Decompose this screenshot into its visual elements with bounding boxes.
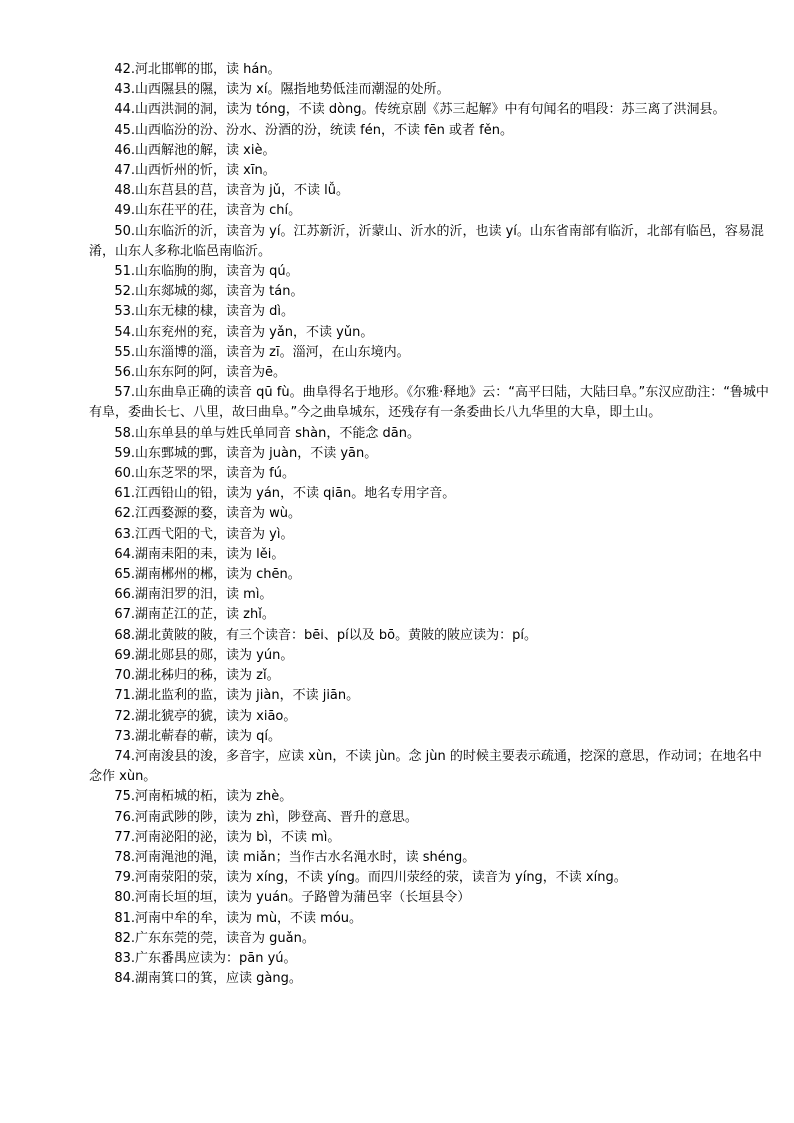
list-item: 58.山东单县的单与姓氏单同音 shàn，不能念 dān。 xyxy=(114,425,420,441)
list-item: 62.江西婺源的婺，读音为 wù。 xyxy=(114,506,302,522)
list-item: 75.河南柘城的柘，读为 zhè。 xyxy=(114,789,293,805)
list-item: 71.湖北监利的监，读为 jiàn，不读 jiān。 xyxy=(114,688,360,704)
list-item: 78.河南渑池的渑，读 miǎn；当作古水名渑水时，读 shéng。 xyxy=(114,849,476,865)
list-item: 59.山东鄄城的鄄，读音为 juàn，不读 yān。 xyxy=(114,445,378,461)
list-item: 50.山东临沂的沂，读音为 yí。江苏新沂，沂蒙山、沂水的沂，也读 yí。山东省南部有临沂，北部有临邑，容易混淆，山东人多称北临邑南临沂。 xyxy=(89,223,764,259)
list-item: 52.山东郯城的郯，读音为 tán。 xyxy=(114,284,304,300)
list-item: 54.山东兖州的兖，读音为 yǎn，不读 yǔn。 xyxy=(114,324,374,340)
list-item: 44.山西洪洞的洞，读为 tóng，不读 dòng。传统京剧《苏三起解》中有句闻名的唱段：苏三离了洪洞县。 xyxy=(114,102,726,118)
list-item: 74.河南浚县的浚，多音字，应读 xùn，不读 jùn。念 jùn 的时候主要表示疏通，挖深的意思，作动词；在地名中念作 xùn。 xyxy=(89,748,762,785)
list-item: 63.江西弋阳的弋，读音为 yì。 xyxy=(114,526,294,542)
list-item: 55.山东淄博的淄，读音为 zī。淄河，在山东境内。 xyxy=(114,344,410,360)
list-item: 72.湖北猇亭的猇，读为 xiāo。 xyxy=(114,708,297,724)
list-item: 56.山东东阿的阿，读音为ē。 xyxy=(114,365,287,381)
list-item: 67.湖南芷江的芷，读 zhǐ。 xyxy=(114,607,275,623)
list-item: 57.山东曲阜正确的读音 qū fù。曲阜得名于地形。《尔雅·释地》云：“高平曰陆，大陆曰阜。”东汉应劭注：“鲁城中有阜，委曲长七、八里，故曰曲阜。”今之曲阜城东，还残存有一条委曲长八九华里的大阜，即土山。 xyxy=(89,385,769,421)
list-item: 49.山东茌平的茌，读音为 chí。 xyxy=(114,203,302,219)
list-item: 46.山西解池的解，读 xiè。 xyxy=(114,142,276,158)
list-item: 73.湖北蕲春的蕲，读为 qí。 xyxy=(114,728,282,744)
list-item: 79.河南荥阳的荥，读为 xíng，不读 yíng。而四川荥经的荥，读音为 yíng，不读 xíng。 xyxy=(114,870,627,886)
list-item: 47.山西忻州的忻，读 xīn。 xyxy=(114,163,276,179)
list-item: 45.山西临汾的汾、汾水、汾酒的汾，统读 fén，不读 fēn 或者 fěn。 xyxy=(114,122,513,138)
list-item: 76.河南武陟的陟，读为 zhì，陟登高、晋升的意思。 xyxy=(114,809,418,825)
list-item: 65.湖南郴州的郴，读为 chēn。 xyxy=(114,567,301,583)
list-item: 84.湖南箕口的箕，应读 gàng。 xyxy=(114,971,302,987)
list-item: 51.山东临朐的朐，读音为 qú。 xyxy=(114,264,299,280)
list-item: 48.山东莒县的莒，读音为 jǔ，不读 lǚ。 xyxy=(114,183,349,199)
list-item: 81.河南中牟的牟，读为 mù，不读 móu。 xyxy=(114,910,363,926)
document-page xyxy=(89,60,769,989)
entry-list xyxy=(89,60,769,989)
list-item: 70.湖北秭归的秭，读为 zǐ。 xyxy=(114,668,280,684)
list-item: 80.河南长垣的垣，读为 yuán。子路曾为蒲邑宰（长垣县令） xyxy=(114,890,471,906)
list-item: 83.广东番禺应读为：pān yú。 xyxy=(114,950,297,966)
list-item: 66.湖南汨罗的汨，读 mì。 xyxy=(114,587,273,603)
list-item: 68.湖北黄陂的陂，有三个读音：bēi、pí以及 bō。黄陂的陂应读为：pí。 xyxy=(114,627,537,643)
list-item: 53.山东无棣的棣，读音为 dì。 xyxy=(114,304,295,320)
list-item: 82.广东东莞的莞，读音为 guǎn。 xyxy=(114,930,315,946)
list-item: 77.河南泌阳的泌，读为 bì，不读 mì。 xyxy=(114,829,341,845)
list-item: 43.山西隰县的隰，读为 xí。隰指地势低洼而潮湿的处所。 xyxy=(114,82,450,98)
list-item: 60.山东芝罘的罘，读音为 fú。 xyxy=(114,466,295,482)
list-item: 64.湖南耒阳的耒，读为 lěi。 xyxy=(114,546,285,562)
list-item: 61.江西铅山的铅，读为 yán，不读 qiān。地名专用字音。 xyxy=(114,486,456,502)
list-item: 69.湖北郧县的郧，读为 yún。 xyxy=(114,647,294,663)
list-item: 42.河北邯郸的邯，读 hán。 xyxy=(114,62,281,77)
